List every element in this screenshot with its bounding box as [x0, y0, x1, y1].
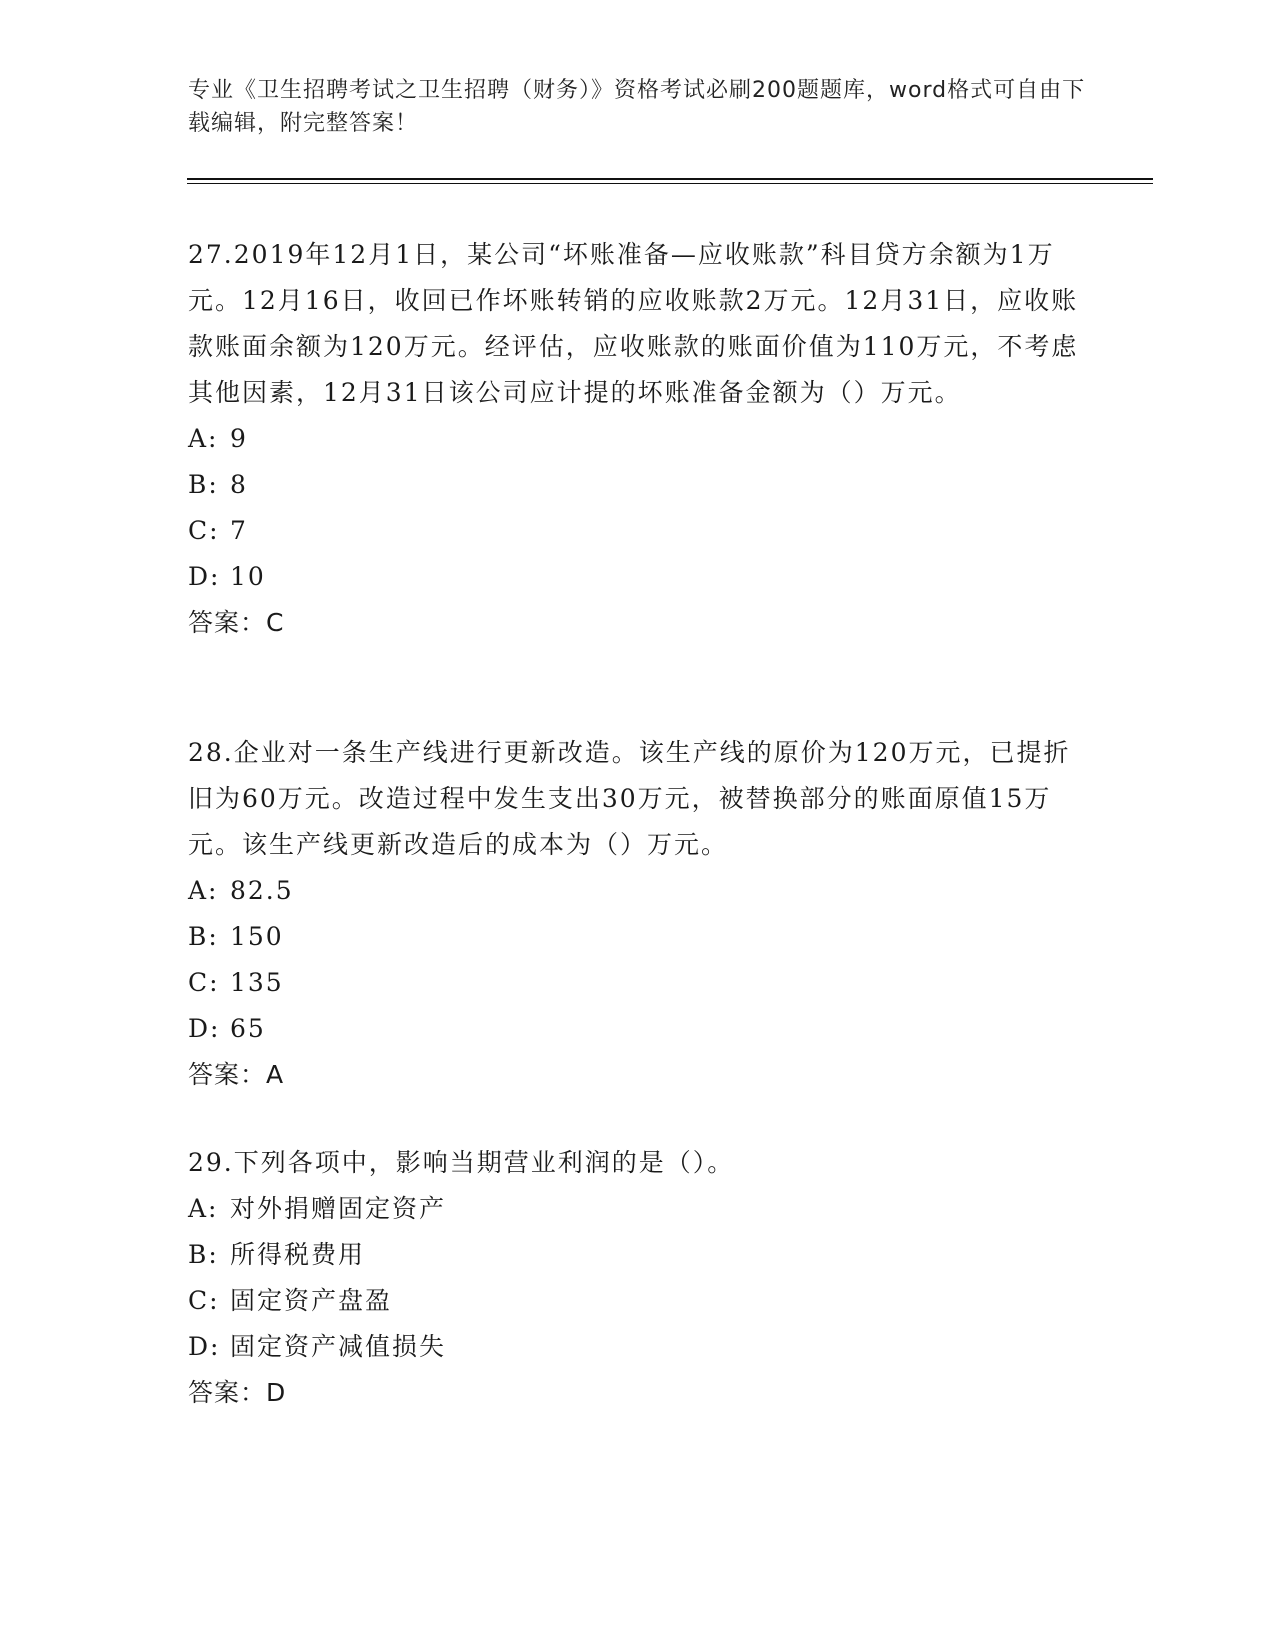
- option-label: B:: [188, 922, 219, 951]
- option-label: D:: [188, 562, 221, 591]
- option-text: 7: [230, 516, 248, 545]
- option-text: 固定资产减值损失: [230, 1332, 447, 1361]
- answer-line: 答案：C: [188, 608, 285, 637]
- option-c: [188, 508, 1088, 554]
- option-c: [188, 1278, 1088, 1324]
- option-text: 所得税费用: [230, 1240, 366, 1269]
- answer-line: 答案：D: [188, 1378, 287, 1407]
- option-label: B:: [188, 470, 219, 499]
- question-stem: 29.下列各项中，影响当期营业利润的是（）。: [188, 1148, 735, 1177]
- option-text: 对外捐赠固定资产: [230, 1194, 447, 1223]
- option-label: A:: [188, 424, 219, 453]
- option-text: 65: [230, 1014, 266, 1043]
- option-label: C:: [188, 968, 220, 997]
- option-text: 10: [230, 562, 266, 591]
- question-28: [188, 730, 1088, 1098]
- option-label: D:: [188, 1332, 221, 1361]
- option-b: [188, 462, 1088, 508]
- option-b: [188, 914, 1088, 960]
- option-text: 135: [230, 968, 284, 997]
- option-text: 固定资产盘盈: [230, 1286, 393, 1315]
- option-d: [188, 1006, 1088, 1052]
- option-a: [188, 1186, 1088, 1232]
- header-divider-thin: [187, 183, 1153, 184]
- option-a: [188, 416, 1088, 462]
- option-a: [188, 868, 1088, 914]
- option-label: C:: [188, 516, 220, 545]
- question-27: [188, 232, 1088, 646]
- option-label: C:: [188, 1286, 220, 1315]
- option-b: [188, 1232, 1088, 1278]
- option-c: [188, 960, 1088, 1006]
- option-d: [188, 554, 1088, 600]
- option-text: 82.5: [230, 876, 294, 905]
- option-text: 150: [230, 922, 284, 951]
- option-label: B:: [188, 1240, 219, 1269]
- option-label: D:: [188, 1014, 221, 1043]
- option-text: 8: [230, 470, 248, 499]
- option-label: A:: [188, 1194, 219, 1223]
- header-divider-thick: [187, 178, 1153, 180]
- option-label: A:: [188, 876, 219, 905]
- question-stem: 28.企业对一条生产线进行更新改造。该生产线的原价为120万元，已提折旧为60万元。改造过程中发生支出30万元，被替换部分的账面原值15万元。该生产线更新改造后的成本为（）万元。: [188, 738, 1071, 859]
- document-header-title: 专业《卫生招聘考试之卫生招聘（财务）》资格考试必刷200题题库，word格式可自由下载编辑，附完整答案！: [188, 78, 1086, 136]
- option-d: [188, 1324, 1088, 1370]
- option-text: 9: [230, 424, 248, 453]
- answer-line: 答案：A: [188, 1060, 285, 1089]
- question-stem: 27.2019年12月1日，某公司“坏账准备—应收账款”科目贷方余额为1万元。12月16日，收回已作坏账转销的应收账款2万元。12月31日，应收账款账面余额为120万元。经评估，应收账款的账面价值为110万元，不考虑其他因素，12月31日该公司应计提的坏账准备金额为（）万元。: [188, 240, 1079, 407]
- question-29: [188, 1140, 1088, 1416]
